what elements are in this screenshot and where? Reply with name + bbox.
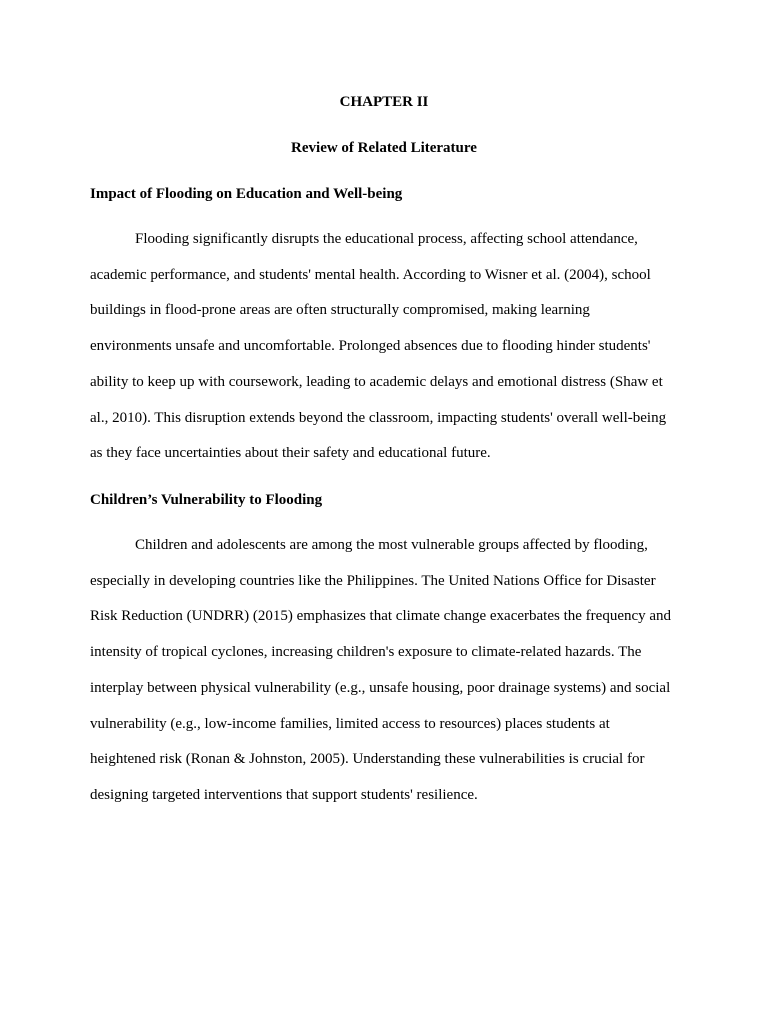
paragraph-line: ability to keep up with coursework, leading to academic delays and emotional distress (Shaw et	[90, 373, 663, 390]
section-heading-children-vulnerability: Children’s Vulnerability to Flooding	[90, 492, 323, 508]
paragraph-line: especially in developing countries like the Philippines. The United Nations Office for Disaster	[90, 572, 656, 589]
paragraph-line: heightened risk (Ronan & Johnston, 2005). Understanding these vulnerabilities is crucial for	[90, 751, 645, 768]
paragraph-line: vulnerability (e.g., low-income families, limited access to resources) places students at	[90, 715, 610, 732]
paragraph-line: intensity of tropical cyclones, increasing children's exposure to climate-related hazards. The	[90, 644, 642, 661]
paragraph-line: Children and adolescents are among the most vulnerable groups affected by flooding,	[135, 537, 648, 553]
paragraph-line: buildings in flood-prone areas are often structurally compromised, making learning	[90, 302, 590, 319]
section-title: Review of Related Literature	[291, 140, 477, 156]
paragraph-children-vulnerability	[90, 528, 671, 814]
paragraph-line: Flooding significantly disrupts the educational process, affecting school attendance,	[135, 231, 638, 247]
paragraph-line: al., 2010). This disruption extends beyond the classroom, impacting students' overall well-being	[90, 409, 667, 426]
paragraph-line: designing targeted interventions that support students' resilience.	[90, 786, 478, 803]
paragraph-line: environments unsafe and uncomfortable. Prolonged absences due to flooding hinder students'	[90, 338, 651, 355]
paragraph-flooding-impact	[90, 222, 666, 472]
chapter-title: CHAPTER II	[339, 94, 429, 110]
section-heading-flooding-impact: Impact of Flooding on Education and Well-being	[90, 186, 403, 202]
paragraph-line: Risk Reduction (UNDRR) (2015) emphasizes that climate change exacerbates the frequency and	[90, 608, 672, 625]
paragraph-line: academic performance, and students' mental health. According to Wisner et al. (2004), school	[90, 266, 651, 283]
paragraph-line: as they face uncertainties about their safety and educational future.	[90, 445, 491, 462]
paragraph-line: interplay between physical vulnerability (e.g., unsafe housing, poor drainage systems) and social	[90, 679, 671, 696]
